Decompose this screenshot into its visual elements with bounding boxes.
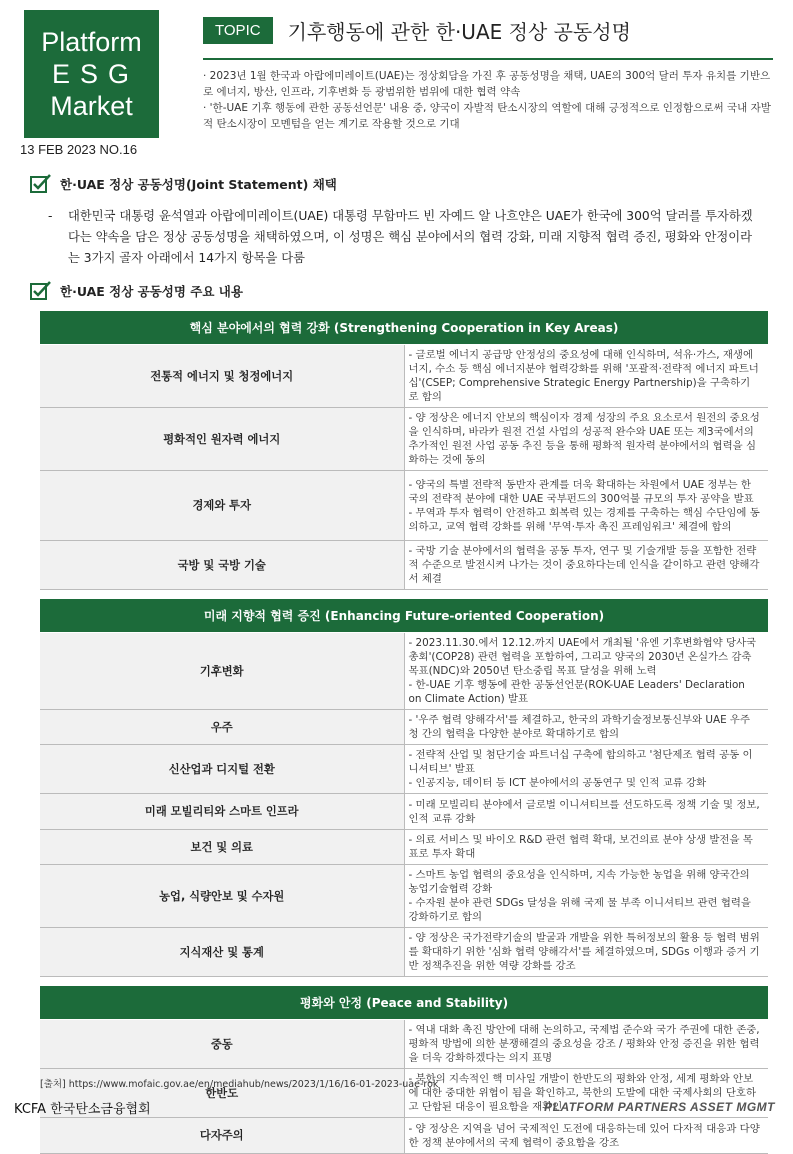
bullet-dash: - bbox=[48, 209, 53, 223]
row-category: 경제와 투자 bbox=[40, 471, 404, 541]
summary-item: · '한-UAE 기후 행동에 관한 공동선언문' 내용 중, 양국이 자발적 탄소시장의 역할에 대해 긍정적으로 인정함으로써 국내 자발적 탄소시장이 모멘텀을 얻는 계기로 작용할 것으로 기대 bbox=[203, 102, 771, 130]
row-category: 미래 모빌리티와 스마트 인프라 bbox=[40, 794, 404, 830]
row-category: 신산업과 디지털 전환 bbox=[40, 745, 404, 794]
group-header: 평화와 안정 (Peace and Stability) bbox=[40, 986, 768, 1020]
row-category: 중동 bbox=[40, 1020, 404, 1069]
row-description bbox=[404, 865, 768, 928]
description-line: - 양국의 특별 전략적 동반자 관계를 더욱 확대하는 차원에서 UAE 정부는 한국의 전략적 분야에 대한 UAE 국부펀드의 300억불 규모의 투자 공약을 발표 bbox=[408, 478, 754, 505]
description-line: - 글로벌 에너지 공급망 안정성의 중요성에 대해 인식하며, 석유·가스, 재생에너지, 수소 등 핵심 에너지분야 협력강화를 위해 '포괄적·전략적 에너지 파트너십'(CSEP; Comprehensive Strategic Energy Partnership)을 구축하기로 합의 bbox=[408, 349, 759, 403]
row-category: 한반도 bbox=[40, 1069, 404, 1118]
group-spacer-cell bbox=[40, 590, 768, 600]
group-header-row bbox=[40, 311, 768, 345]
row-description bbox=[404, 408, 768, 471]
description-line: - 전략적 산업 및 첨단기술 파트너십 구축에 합의하고 '첨단제조 협력 공동 이니셔티브' 발표 bbox=[408, 749, 753, 775]
row-category: 지식재산 및 통계 bbox=[40, 928, 404, 977]
group-spacer bbox=[40, 977, 768, 987]
description-line: - 한-UAE 기후 행동에 관한 공동선언문(ROK-UAE Leaders' Declaration on Climate Action) 발표 bbox=[408, 679, 745, 705]
table-row bbox=[40, 408, 768, 471]
description-line: - 양 정상은 지역을 넘어 국제적인 도전에 대응하는데 있어 다자적 대응과 다양한 정책 분야에서의 국제 협력이 중요함을 강조 bbox=[408, 1122, 760, 1149]
source-citation: [출처] https://www.mofaic.gov.ae/en/mediahub/news/2023/1/16/16-01-2023-uae-rok bbox=[40, 1079, 439, 1090]
row-description bbox=[404, 710, 768, 745]
group-header: 미래 지향적 협력 증진 (Enhancing Future-oriented Cooperation) bbox=[40, 599, 768, 633]
description-line: - 미래 모빌리티 분야에서 글로벌 이니셔티브를 선도하도록 정책 기술 및 정보, 인적 교류 강화 bbox=[408, 798, 760, 825]
table-row bbox=[40, 710, 768, 745]
row-category: 평화적인 원자력 에너지 bbox=[40, 408, 404, 471]
table-row bbox=[40, 345, 768, 408]
row-description bbox=[404, 745, 768, 794]
platform-esg-market-logo bbox=[24, 10, 159, 138]
table-row bbox=[40, 471, 768, 541]
footer-platform-partners: PLATFORM PARTNERS ASSET MGMT bbox=[544, 1100, 775, 1114]
table-row bbox=[40, 1118, 768, 1154]
group-spacer-cell bbox=[40, 977, 768, 987]
description-line: - 양 정상은 에너지 안보의 핵심이자 경제 성장의 주요 요소로서 원전의 중요성을 인식하며, 바라카 원전 건설 사업의 성공적 완수와 UAE 또는 제3국에서의 추가적인 원전 사업 공동 추진 등을 통해 평화적 원자력 분야에서의 협력을 심화하는 것에 동의 bbox=[408, 412, 760, 466]
issue-date: 13 FEB 2023 NO.16 bbox=[20, 142, 138, 157]
row-category: 기후변화 bbox=[40, 633, 404, 710]
table-row bbox=[40, 830, 768, 865]
row-description bbox=[404, 830, 768, 865]
table-row bbox=[40, 865, 768, 928]
description-line: - 2023.11.30.에서 12.12.까지 UAE에서 개최될 '유엔 기후변화협약 당사국 총회'(COP28) 관련 협력을 포함하여, 그리고 양국의 2030년 온실가스 감축목표(NDC)와 2050년 탄소중립 목표 달성을 위해 노력 bbox=[408, 637, 757, 677]
row-description bbox=[404, 345, 768, 408]
title-divider bbox=[203, 58, 773, 60]
description-line: - '우주 협력 양해각서'를 체결하고, 한국의 과학기술정보통신부와 UAE 우주청 간의 협력을 다양한 분야로 확대하기로 합의 bbox=[408, 714, 751, 740]
row-category: 농업, 식량안보 및 수자원 bbox=[40, 865, 404, 928]
footer-kcfa: KCFA 한국탄소금융협회 bbox=[14, 1102, 151, 1117]
table-row bbox=[40, 541, 768, 590]
intro-paragraph bbox=[48, 206, 758, 269]
description-line: - 북한의 지속적인 핵 미사일 개발이 한반도의 평화와 안정, 세계 평화와 안보에 대한 중대한 위협이 됨을 확인하고, 북한의 도발에 대한 국제사회의 단호하고 단합된 대응이 필요함을 재확인 bbox=[408, 1073, 756, 1113]
description-line: - 의료 서비스 및 바이오 R&D 관련 협력 확대, 보건의료 분야 상생 발전을 목표로 투자 확대 bbox=[408, 834, 753, 860]
logo-line-2: ESG bbox=[51, 59, 140, 89]
group-spacer bbox=[40, 590, 768, 600]
table-row bbox=[40, 745, 768, 794]
topic-header bbox=[203, 16, 773, 45]
section-title: 한·UAE 정상 공동성명 주요 내용 bbox=[60, 284, 243, 299]
description-line: - 양 정상은 국가전략기술의 발굴과 개발을 위한 특허정보의 활용 등 협력 범위를 확대하기 위한 '심화 협력 양해각서'를 체결하였으며, SDGs 이행과 증거 기반 정책추진을 위한 역량 강화를 강조 bbox=[408, 932, 760, 972]
statement-table bbox=[40, 311, 768, 1154]
description-line: - 인공지능, 데이터 등 ICT 분야에서의 공동연구 및 인적 교류 강화 bbox=[408, 777, 707, 789]
row-description bbox=[404, 1118, 768, 1154]
summary bbox=[203, 68, 773, 132]
row-category: 보건 및 의료 bbox=[40, 830, 404, 865]
table-row bbox=[40, 633, 768, 710]
logo-line-3: Market bbox=[50, 91, 133, 121]
row-description bbox=[404, 794, 768, 830]
description-line: - 역내 대화 촉진 방안에 대해 논의하고, 국제법 준수와 국가 주권에 대한 존중, 평화적 방법에 의한 분쟁해결의 중요성을 강조 / 평화와 안정 증진을 위한 협력을 더욱 강화하겠다는 의지 표명 bbox=[408, 1024, 760, 1064]
row-description bbox=[404, 471, 768, 541]
checkbox-check-icon bbox=[30, 281, 52, 301]
logo-line-1: Platform bbox=[41, 27, 142, 57]
description-line: - 스마트 농업 협력의 중요성을 인식하며, 지속 가능한 농업을 위해 양국간의 농업기술협력 강화 bbox=[408, 869, 750, 895]
table-row bbox=[40, 794, 768, 830]
section-heading-joint-statement bbox=[30, 174, 337, 194]
table-row bbox=[40, 1020, 768, 1069]
topic-badge: TOPIC bbox=[203, 17, 273, 44]
row-category: 국방 및 국방 기술 bbox=[40, 541, 404, 590]
row-description bbox=[404, 1020, 768, 1069]
description-line: - 무역과 투자 협력이 안전하고 회복력 있는 경제를 구축하는 핵심 수단임에 동의하고, 교역 협력 강화를 위해 '무역·투자 촉진 프레임워크' 체결에 합의 bbox=[408, 506, 760, 533]
group-header-row bbox=[40, 986, 768, 1020]
row-category: 전통적 에너지 및 청정에너지 bbox=[40, 345, 404, 408]
checkbox-check-icon bbox=[30, 174, 52, 194]
row-description bbox=[404, 928, 768, 977]
page-title: 기후행동에 관한 한·UAE 정상 공동성명 bbox=[287, 20, 631, 44]
table-row bbox=[40, 928, 768, 977]
group-header-row bbox=[40, 599, 768, 633]
section-title: 한·UAE 정상 공동성명(Joint Statement) 채택 bbox=[60, 177, 337, 192]
group-header: 핵심 분야에서의 협력 강화 (Strengthening Cooperation in Key Areas) bbox=[40, 311, 768, 345]
summary-item: · 2023년 1월 한국과 아랍에미레이트(UAE)는 정상회담을 가진 후 공동성명을 채택, UAE의 300억 달러 투자 유치를 기반으로 에너지, 방산, 인프라, 기후변화 등 광범위한 범위에 대한 협력 약속 bbox=[203, 70, 771, 98]
row-description bbox=[404, 633, 768, 710]
row-category: 다자주의 bbox=[40, 1118, 404, 1154]
section-heading-main-content bbox=[30, 281, 243, 301]
intro-text: 대한민국 대통령 윤석열과 아랍에미레이트(UAE) 대통령 무함마드 빈 자예드 알 나흐얀은 UAE가 한국에 300억 달러를 투자하겠다는 약속을 담은 정상 공동성명을 채택하였으며, 이 성명은 핵심 분야에서의 협력 강화, 미래 지향적 협력 증진, 평화와 안정이라는 3가지 골자 아래에서 14가지 항목을 다룸 bbox=[68, 209, 753, 265]
description-line: - 수자원 분야 관련 SDGs 달성을 위해 국제 물 부족 이니셔티브 관련 협력을 강화하기로 합의 bbox=[408, 897, 751, 923]
row-category: 우주 bbox=[40, 710, 404, 745]
statement-table-grid bbox=[40, 311, 768, 1154]
row-description bbox=[404, 541, 768, 590]
description-line: - 국방 기술 분야에서의 협력을 공동 투자, 연구 및 기술개발 등을 포함한 전략적 수준으로 발전시켜 나가는 것이 중요하다는데 인식을 같이하고 관련 양해각서 체결 bbox=[408, 545, 760, 585]
